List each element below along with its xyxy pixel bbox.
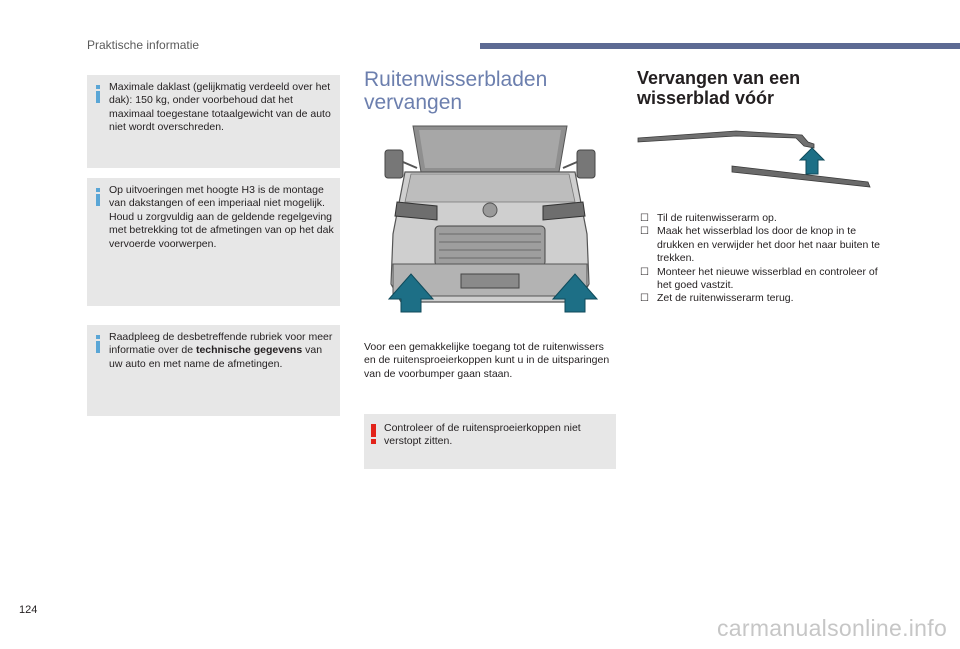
- info-icon: [96, 85, 100, 103]
- list-item: [640, 212, 890, 225]
- infobox-text-before: Raadpleeg de desbetreffende rubriek voor meer informatie over de: [109, 331, 333, 357]
- info-icon: [96, 188, 100, 206]
- checkbox-bullet-icon: ☐: [640, 293, 649, 305]
- infobox-text: [109, 331, 334, 371]
- infobox-technical-data: [87, 325, 340, 416]
- list-item: [640, 225, 890, 265]
- wiper-blade-illustration: [636, 124, 876, 196]
- infobox-h3-height: [87, 178, 340, 306]
- watermark: carmanualsonline.info: [717, 615, 948, 641]
- step-text: Maak het wisserblad los door de knop in te drukken en verwijder het door het naar buiten te trekken.: [657, 225, 880, 265]
- info-icon: [96, 335, 100, 353]
- checkbox-bullet-icon: ☐: [640, 266, 649, 278]
- step-text: Til de ruitenwisserarm op.: [657, 212, 777, 224]
- van-front-washer-jets-illustration: [381, 124, 599, 314]
- page-number: 124: [19, 604, 38, 616]
- warning-exclamation-icon: [371, 424, 376, 444]
- section-title: Praktische informatie: [87, 38, 200, 52]
- wiper-steps-list: [640, 212, 890, 306]
- checkbox-bullet-icon: ☐: [640, 226, 649, 238]
- infobox-roof-load: [87, 75, 340, 168]
- step-text: Monteer het nieuwe wisserblad en controleer of het goed vastzit.: [657, 265, 878, 292]
- wiper-title-line1: Vervangen van een: [637, 68, 801, 88]
- access-instruction-text: Voor een gemakkelijke toegang tot de ruitenwissers en de ruitensproeierkoppen kunt u in de uitsparingen van de voorbumper gaan staan.: [364, 341, 610, 380]
- warning-text: Controleer of de ruitensproeierkoppen niet verstopt zitten.: [384, 422, 581, 448]
- header-accent-bar: [480, 43, 960, 49]
- technical-data-link-text: technische gegevens: [195, 344, 303, 357]
- wiper-title-line2: wisserblad vóór: [637, 88, 775, 108]
- step-text: Zet de ruitenwisserarm terug.: [657, 292, 794, 305]
- list-item: [640, 266, 890, 293]
- wiper-replacement-title: [637, 68, 800, 108]
- main-title-line1: Ruitenwisserbladen: [364, 68, 548, 91]
- infobox-text: Maximale daklast (gelijkmatig verdeeld over het dak): 150 kg, onder voorbehoud dat het maximaal toegestane totaalgewicht van de auto niet wordt overschreden.: [109, 81, 331, 134]
- infobox-text-after: van uw auto en met name de afmetingen.: [109, 344, 323, 370]
- infobox-text: Op uitvoeringen met hoogte H3 is de montage van dakstangen of een imperiaal niet mogelijk. Houd u zorgvuldig aan de geldende regelgeving met betrekking tot de afmetingen van op het dak vervoerde voorwerpen.: [109, 184, 334, 250]
- checkbox-bullet-icon: ☐: [640, 213, 649, 224]
- warning-box: [364, 414, 616, 469]
- list-item: [640, 292, 890, 305]
- main-title-line2: vervangen: [364, 91, 463, 114]
- main-title: [364, 68, 547, 114]
